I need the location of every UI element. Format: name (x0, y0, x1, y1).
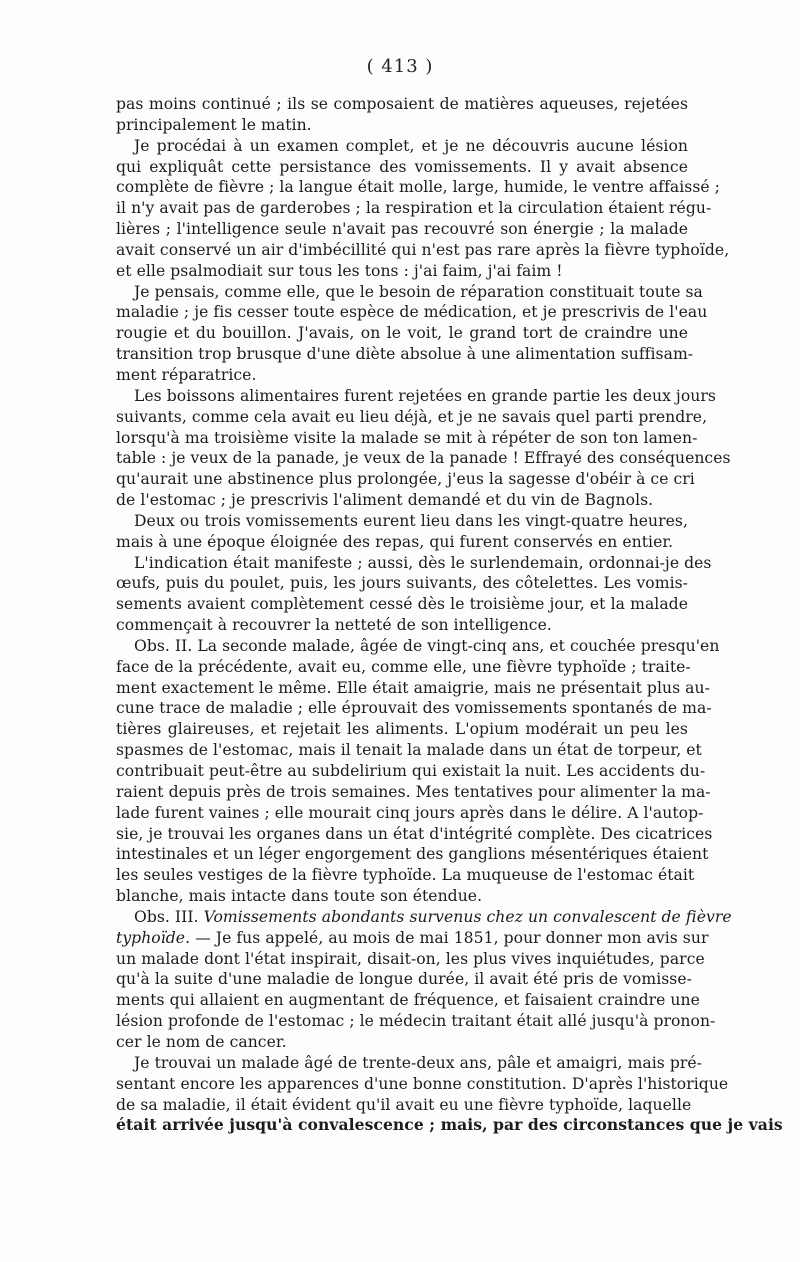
page-number: ( 413 ) (366, 56, 434, 77)
text-line (116, 949, 705, 970)
line-text: complète de fièvre ; la langue était molle, large, humide, le ventre affaissé ; (116, 178, 720, 197)
line-text: principalement le matin. (116, 115, 312, 134)
text-line (116, 678, 710, 699)
line-text: Je pensais, comme elle, que le besoin de réparation constituait toute sa (134, 282, 703, 301)
line-text: qui expliquât cette persistance des vomissements. Il y avait absence (116, 157, 688, 176)
line-text: Deux ou trois vomissements eurent lieu dans les vingt-quatre heures, (134, 511, 688, 530)
text-line (116, 115, 688, 136)
text-line (116, 1095, 692, 1116)
text-line (116, 240, 730, 261)
text-line (116, 365, 688, 386)
text-line (116, 594, 688, 615)
line-text: tières glaireuses, et rejetait les aliments. L'opium modérait un peu les (116, 720, 688, 739)
line-text: sentant encore les apparences d'une bonne constitution. D'après l'historique (116, 1074, 729, 1093)
text-line (116, 553, 712, 574)
observation-label: Obs. III. (134, 907, 204, 926)
line-text: lorsqu'à ma troisième visite la malade se mit à répéter de son ton lamen- (116, 428, 698, 447)
text-line (116, 740, 702, 761)
text-line (116, 511, 688, 532)
line-text: ment exactement le même. Elle était amaigrie, mais ne présentait plus au- (116, 678, 710, 697)
line-text: les seules vestiges de la fièvre typhoïde. La muqueuse de l'estomac était (116, 866, 695, 885)
line-text: avait conservé un air d'imbécillité qui n'est pas rare après la fièvre typhoïde, (116, 240, 730, 259)
text-line (116, 490, 688, 511)
line-text: table : je veux de la panade, je veux de la panade ! Effrayé des conséquences (116, 449, 731, 468)
line-text: de l'estomac ; je prescrivis l'aliment demandé et du vin de Bagnols. (116, 491, 654, 510)
line-text: intestinales et un léger engorgement des ganglions mésentériques étaient (116, 845, 709, 864)
text-line (116, 448, 731, 469)
text-line (116, 719, 688, 740)
text-line (116, 532, 688, 553)
text-line (116, 282, 703, 303)
text-line (116, 323, 688, 344)
line-text: maladie ; je fis cesser toute espèce de médication, et je prescrivis de l'eau (116, 303, 708, 322)
line-text: transition trop brusque d'une diète absolue à une alimentation suffisam- (116, 345, 694, 364)
line-text: il n'y avait pas de garderobes ; la respiration et la circulation étaient régu- (116, 199, 712, 218)
text-line (116, 469, 695, 490)
line-text: suivants, comme cela avait eu lieu déjà, et je ne savais quel parti prendre, (116, 407, 708, 426)
line-text: commençait à recouvrer la netteté de son intelligence. (116, 616, 552, 635)
text-line (116, 615, 688, 636)
text-line (116, 136, 688, 157)
line-text: lésion profonde de l'estomac ; le médecin traitant était allé jusqu'à pronon- (116, 1012, 716, 1031)
text-line (116, 1011, 716, 1032)
text-line (116, 407, 708, 428)
text-line (116, 428, 698, 449)
text-line (116, 1032, 688, 1053)
line-text: ments qui allaient en augmentant de fréquence, et faisaient craindre une (116, 991, 700, 1010)
line-text: qu'aurait une abstinence plus prolongée, j'eus la sagesse d'obéir à ce cri (116, 470, 695, 489)
line-text: œufs, puis du poulet, puis, les jours suivants, des côtelettes. Les vomis- (116, 574, 688, 593)
line-text: était arrivée jusqu'à convalescence ; mais, par des circonstances que je vais (116, 1115, 783, 1135)
line-text: cune trace de maladie ; elle éprouvait des vomissements spontanés de ma- (116, 699, 712, 718)
line-text: cer le nom de cancer. (116, 1032, 287, 1051)
line-text: rougie et du bouillon. J'avais, on le voit, le grand tort de craindre une (116, 324, 688, 343)
text-line (116, 261, 688, 282)
italic-heading: typhoïde. (116, 928, 191, 947)
text-line (116, 302, 708, 323)
text-line (116, 1115, 783, 1136)
text-line (116, 782, 711, 803)
text-line (116, 865, 695, 886)
text-line (116, 886, 688, 907)
body-text (116, 94, 783, 1136)
line-text: ment réparatrice. (116, 365, 257, 384)
line-text: L'indication était manifeste ; aussi, dès le surlendemain, ordonnai-je des (134, 553, 712, 572)
text-line (116, 177, 720, 198)
text-line (116, 844, 709, 865)
text-line (116, 1074, 729, 1095)
text-line (116, 928, 709, 949)
text-line (116, 198, 712, 219)
italic-heading: Vomissements abondants survenus chez un convalescent de fièvre (203, 907, 732, 926)
line-text: qu'à la suite d'une maladie de longue durée, il avait été pris de vomisse- (116, 970, 692, 989)
text-line (116, 824, 713, 845)
text-line (116, 761, 706, 782)
text-line (116, 698, 712, 719)
text-line (116, 157, 688, 178)
line-text: face de la précédente, avait eu, comme elle, une fièvre typhoïde ; traite- (116, 657, 691, 676)
text-line (116, 1053, 702, 1074)
line-text: un malade dont l'état inspirait, disait-on, les plus vives inquiétudes, parce (116, 949, 705, 968)
line-text: lières ; l'intelligence seule n'avait pas recouvré son énergie ; la malade (116, 220, 688, 239)
text-line (116, 969, 692, 990)
text-line (116, 344, 694, 365)
text-line (116, 219, 688, 240)
line-text: mais à une époque éloignée des repas, qui furent conservés en entier. (116, 532, 674, 551)
line-text: lade furent vaines ; elle mourait cinq jours après dans le délire. A l'autop- (116, 803, 704, 822)
line-text: sements avaient complètement cessé dès le troisième jour, et la malade (116, 595, 688, 614)
line-text: Je procédai à un examen complet, et je ne découvris aucune lésion (134, 136, 688, 155)
text-line (116, 386, 716, 407)
line-text: — Je fus appelé, au mois de mai 1851, pour donner mon avis sur (190, 928, 709, 947)
text-line (116, 907, 732, 928)
line-text: blanche, mais intacte dans toute son étendue. (116, 887, 483, 906)
text-line (116, 573, 688, 594)
line-text: raient depuis près de trois semaines. Mes tentatives pour alimenter la ma- (116, 782, 711, 801)
text-line (116, 94, 688, 115)
line-text: de sa maladie, il était évident qu'il avait eu une fièvre typhoïde, laquelle (116, 1095, 692, 1114)
line-text: Je trouvai un malade âgé de trente-deux ans, pâle et amaigri, mais pré- (134, 1053, 702, 1072)
text-line (116, 636, 720, 657)
line-text: contribuait peut-être au subdelirium qui existait la nuit. Les accidents du- (116, 762, 706, 780)
text-line (116, 803, 704, 824)
text-line (116, 657, 691, 678)
line-text: Les boissons alimentaires furent rejetées en grande partie les deux jours (134, 386, 716, 405)
line-text: spasmes de l'estomac, mais il tenait la malade dans un état de torpeur, et (116, 741, 702, 760)
line-text: sie, je trouvai les organes dans un état d'intégrité complète. Des cicatrices (116, 824, 713, 843)
line-text: et elle psalmodiait sur tous les tons : j'ai faim, j'ai faim ! (116, 261, 563, 280)
text-line (116, 990, 700, 1011)
line-text: pas moins continué ; ils se composaient de matières aqueuses, rejetées (116, 95, 688, 113)
line-text: Obs. II. La seconde malade, âgée de vingt-cinq ans, et couchée presqu'en (134, 636, 720, 655)
